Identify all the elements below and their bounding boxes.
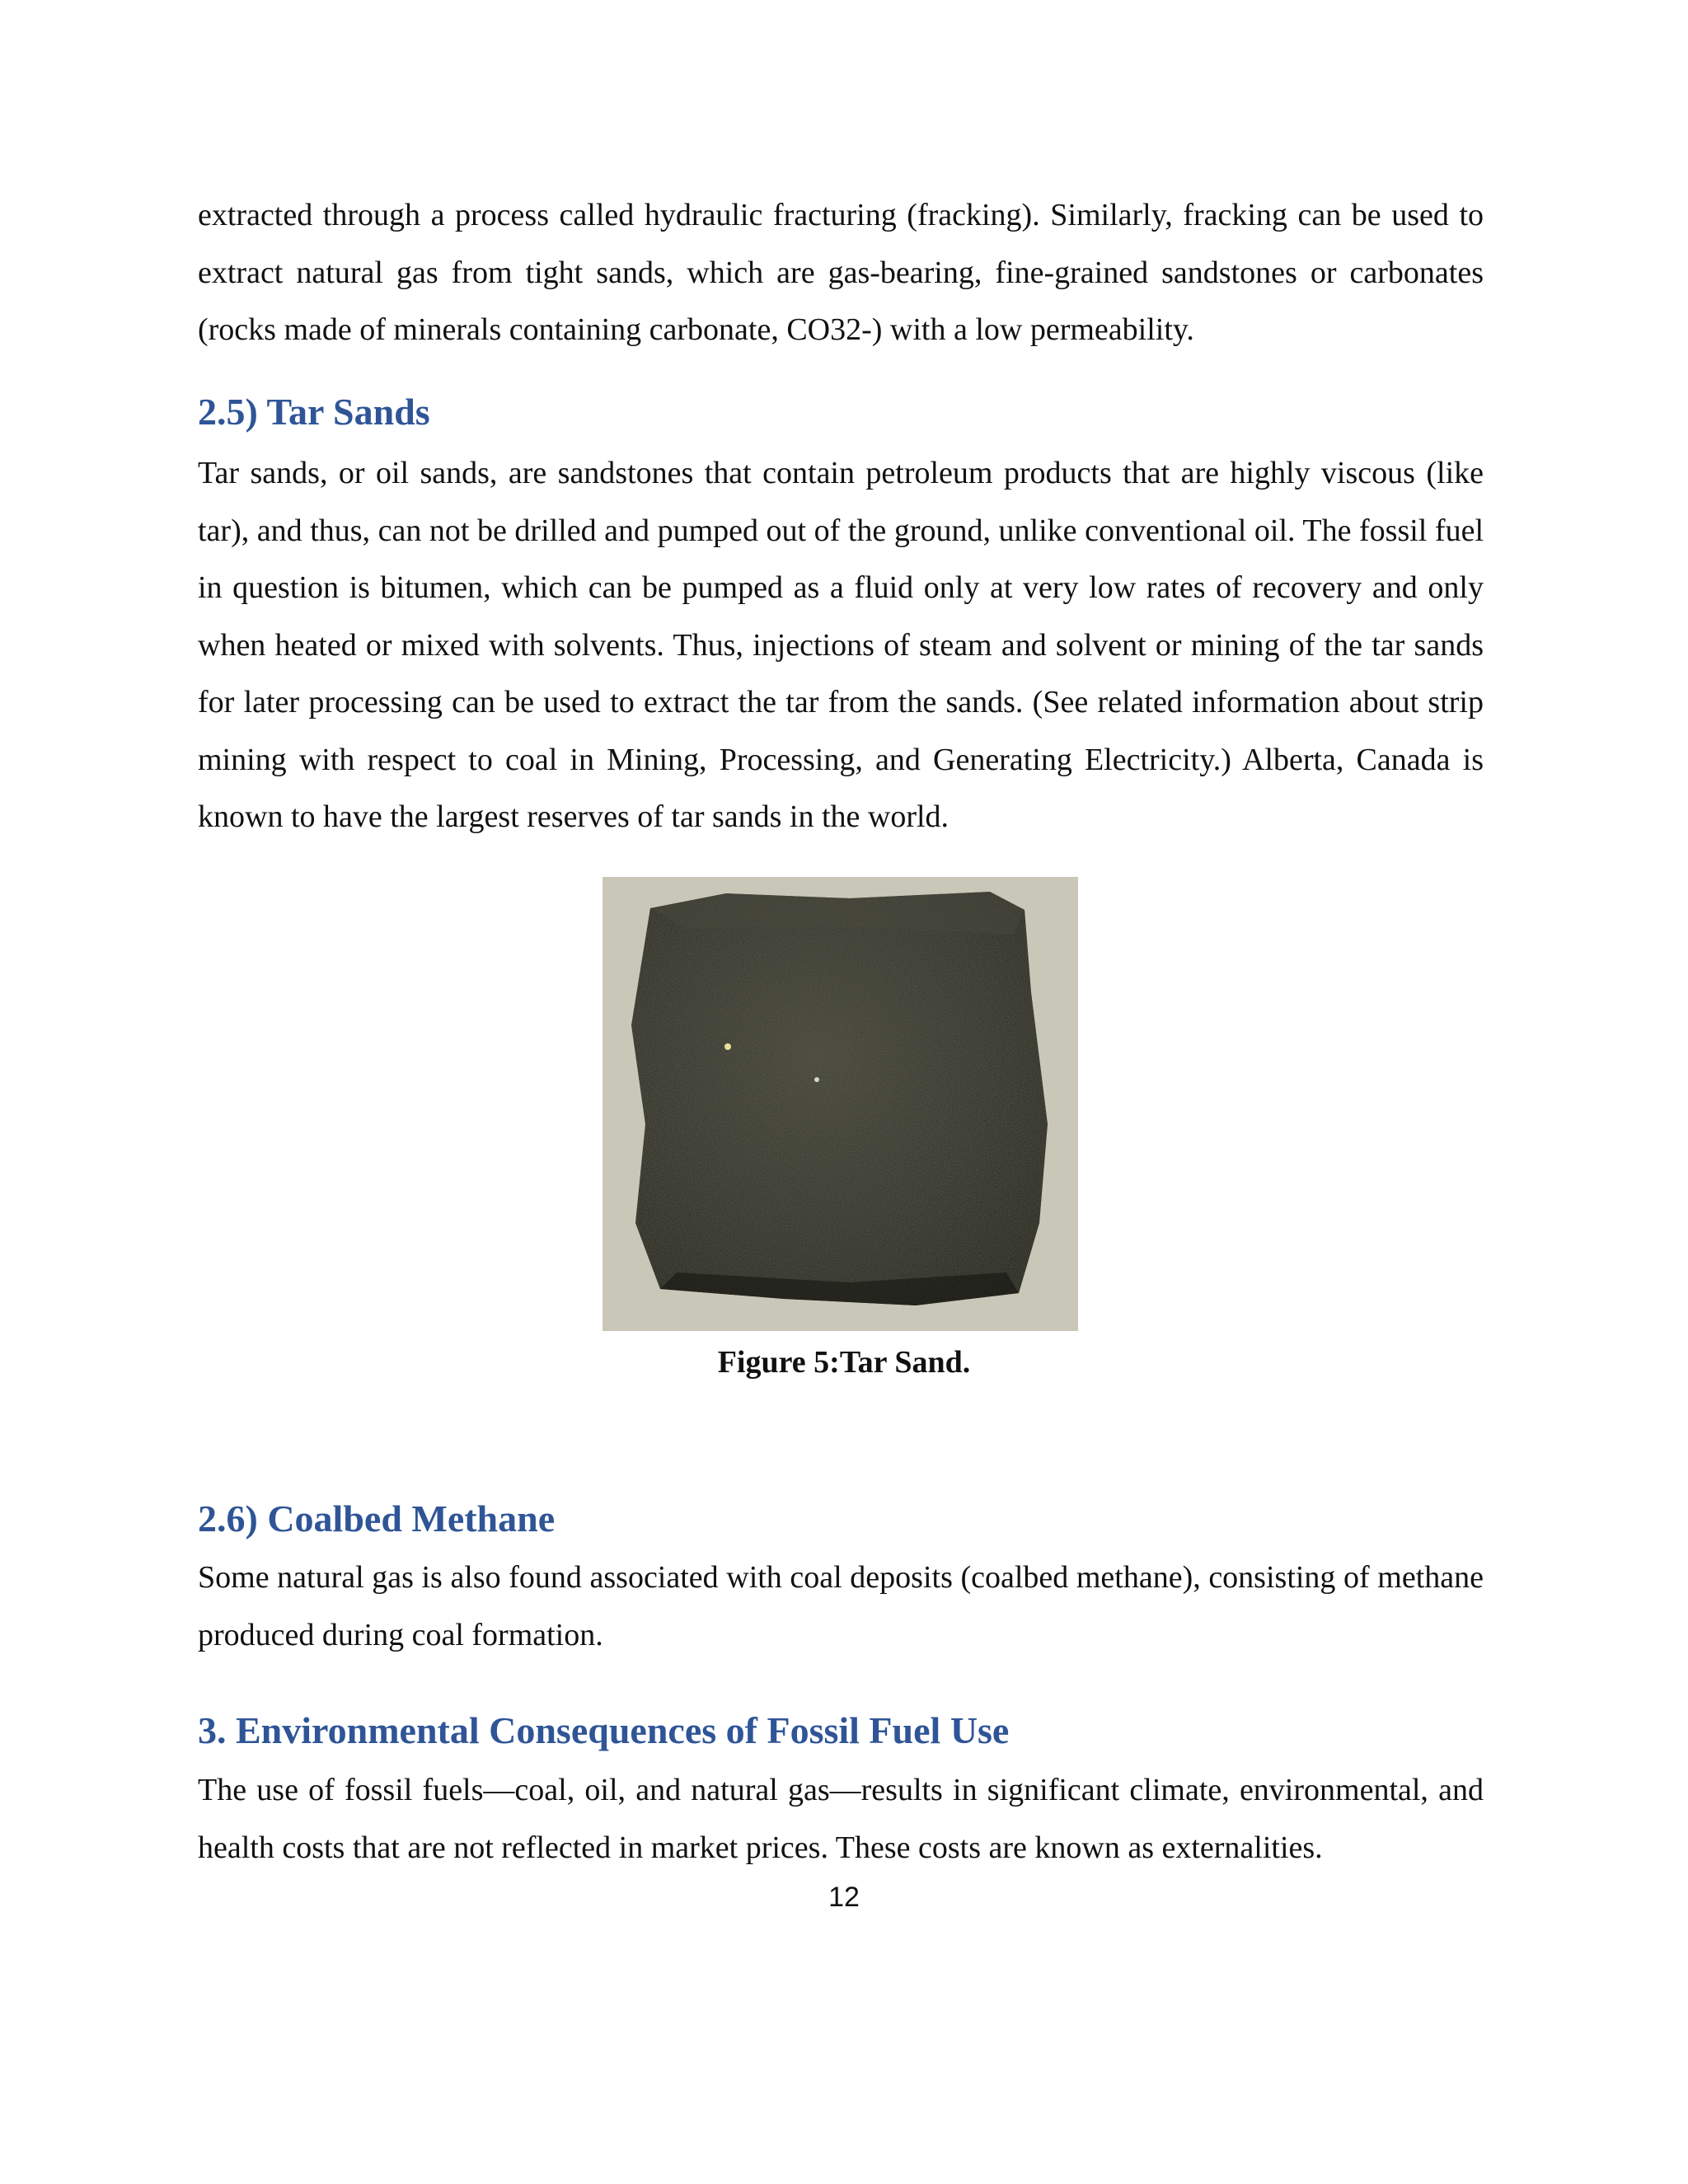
page-number: 12 — [828, 1882, 860, 1913]
tar-sands-paragraph: Tar sands, or oil sands, are sandstones that contain petroleum products that are highly viscous (like tar), and thus, can not be drilled and pumped out of the ground, unlike conventional oil. The fossil fuel in question is bitumen, which can be pumped as a fluid only at very low rates of recovery and only when heated or mixed with solvents. Thus, injections of steam and solvent or mining of the tar sands for later processing can be used to extract the tar from the sands. (See related information about strip mining with respect to coal in Mining, Processing, and Generating Electricity.) Alberta, Canada is known to have the largest reserves of tar sands in the world. — [198, 456, 1484, 834]
section-heading-environmental-consequences: 3. Environmental Consequences of Fossil Fuel Use — [198, 1709, 1010, 1751]
tar-sand-photo — [603, 877, 1078, 1331]
figure-caption: Figure 5:Tar Sand. — [717, 1345, 971, 1380]
tar-sands-paragraph-block — [198, 445, 1484, 846]
environmental-consequences-paragraph-block — [198, 1762, 1484, 1877]
environmental-consequences-paragraph: The use of fossil fuels—coal, oil, and natural gas—results in significant climate, environmental, and health costs that are not reflected in market prices. These costs are known as externalities. — [198, 1773, 1484, 1865]
intro-paragraph: extracted through a process called hydraulic fracturing (fracking). Similarly, fracking can be used to extract natural gas from tight sands, which are gas-bearing, fine-grained sandstones or carbonates (rocks made of minerals containing carbonate, CO32-) with a low permeability. — [198, 198, 1484, 347]
coalbed-methane-paragraph: Some natural gas is also found associated with coal deposits (coalbed methane), consisting of methane produced during coal formation. — [198, 1560, 1484, 1652]
section-heading-coalbed-methane: 2.6) Coalbed Methane — [198, 1497, 556, 1540]
intro-paragraph-block — [198, 187, 1484, 359]
section-heading-tar-sands: 2.5) Tar Sands — [198, 391, 430, 433]
coalbed-methane-paragraph-block — [198, 1549, 1484, 1664]
